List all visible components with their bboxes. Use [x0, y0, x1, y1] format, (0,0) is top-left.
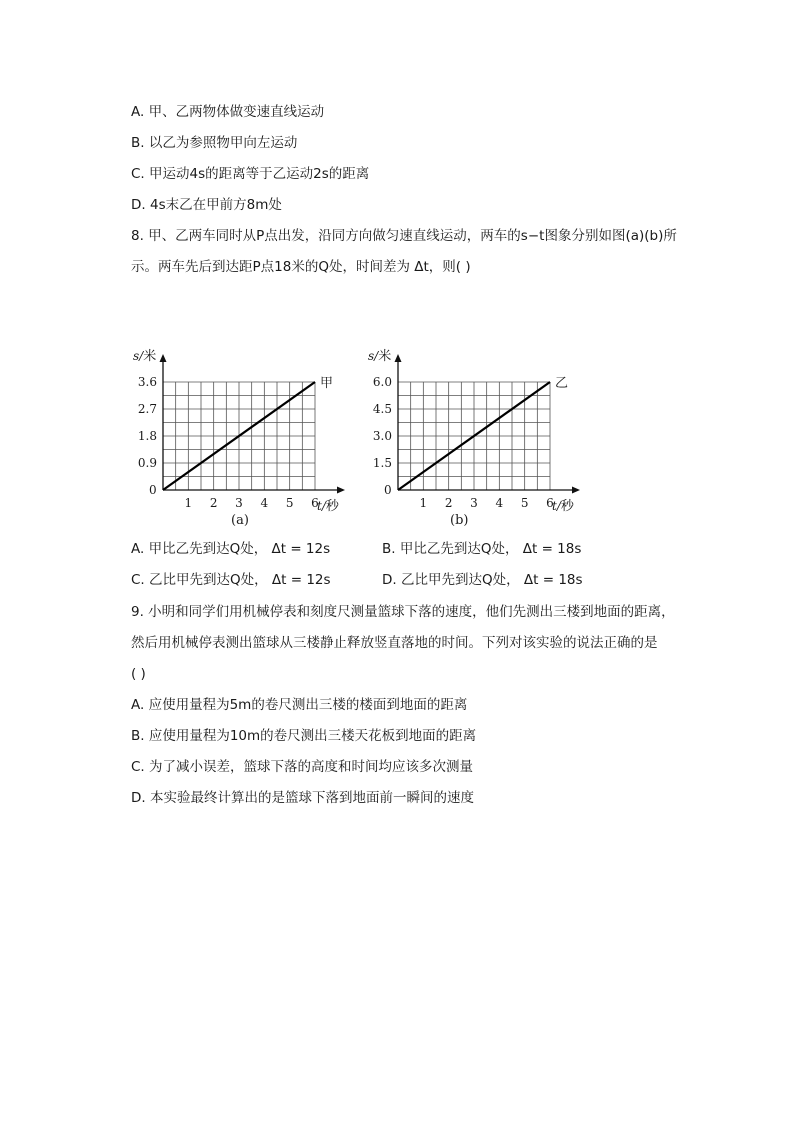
q9-stem-line1: 9. 小明和同学们用机械停表和刻度尺测量篮球下落的速度，他们先测出三楼到地面的距离， [131, 604, 675, 620]
q8-stem-line1: 8. 甲、乙两车同时从P点出发，沿同方向做匀速直线运动，两车的s−t图象分别如图(a)(b)所 [131, 228, 677, 244]
q9-option-b: B. 应使用量程为10m的卷尺测出三楼天花板到地面的距离 [131, 728, 477, 744]
chart-b-y-tick-label: 3.0 [372, 429, 392, 443]
chart-b-y-tick-label: 1.5 [372, 456, 392, 470]
chart-b-x-axis-arrow [572, 487, 580, 494]
q9-option-d: D. 本实验最终计算出的是篮球下落到地面前一瞬间的速度 [131, 790, 474, 806]
chart-a-y-axis-label: s/米 [133, 349, 157, 364]
chart-a-x-axis-arrow [337, 487, 345, 494]
q8-option-d: D. 乙比甲先到达Q处， Δt = 18s [382, 572, 583, 588]
q7-option-d: D. 4s末乙在甲前方8m处 [131, 197, 282, 213]
chart-b-y-axis-arrow [395, 354, 402, 362]
q7-option-c: C. 甲运动4s的距离等于乙运动2s的距离 [131, 166, 370, 182]
q9-option-a: A. 应使用量程为5m的卷尺测出三楼的楼面到地面的距离 [131, 697, 468, 713]
q8-option-a: A. 甲比乙先到达Q处， Δt = 12s [131, 541, 331, 557]
chart-a-x-tick-label: 3 [235, 496, 243, 510]
chart-b-x-tick-label: 4 [495, 496, 504, 510]
chart-a-caption: (a) [231, 513, 249, 528]
chart-b-y-tick-label: 4.5 [372, 402, 392, 416]
chart-b-x-tick-label: 6 [546, 496, 554, 510]
chart-a-origin-label: 0 [149, 483, 157, 497]
chart-b-y-axis-label: s/米 [368, 349, 392, 364]
chart-a-y-tick-label: 0.9 [137, 456, 157, 470]
q7-option-b: B. 以乙为参照物甲向左运动 [131, 135, 298, 151]
chart-a [120, 340, 360, 514]
chart-b-caption: (b) [450, 513, 469, 528]
chart-a-series-label: 甲 [320, 376, 334, 391]
q8-stem-line2: 示。两车先后到达距P点18米的Q处，时间差为 Δt，则( ) [131, 259, 471, 275]
q9-stem-line2: 然后用机械停表测出篮球从三楼静止释放竖直落地的时间。下列对该实验的说法正确的是 [131, 635, 658, 651]
chart-a-y-axis-arrow [160, 354, 167, 362]
chart-b-y-tick-label: 6.0 [372, 375, 392, 389]
chart-a-x-axis-label: t/秒 [317, 499, 339, 514]
chart-a-x-tick-label: 2 [209, 496, 218, 510]
q8-option-c: C. 乙比甲先到达Q处， Δt = 12s [131, 572, 331, 588]
q9-option-c: C. 为了减小误差，篮球下落的高度和时间均应该多次测量 [131, 759, 474, 775]
chart-b-x-tick-label: 1 [419, 496, 428, 510]
q8-option-b: B. 甲比乙先到达Q处， Δt = 18s [382, 541, 582, 557]
q9-stem-line3: ( ) [131, 666, 146, 682]
chart-a-x-tick-label: 5 [285, 496, 294, 510]
chart-a-x-tick-label: 1 [184, 496, 193, 510]
chart-b [355, 340, 595, 514]
chart-a-x-tick-label: 4 [260, 496, 269, 510]
chart-a-y-tick-label: 1.8 [137, 429, 157, 443]
chart-b-svg [355, 340, 595, 514]
chart-a-y-tick-label: 3.6 [137, 375, 157, 389]
q7-option-a: A. 甲、乙两物体做变速直线运动 [131, 104, 325, 120]
chart-b-x-tick-label: 2 [444, 496, 453, 510]
chart-b-x-axis-label: t/秒 [552, 499, 574, 514]
chart-b-series-label: 乙 [555, 376, 569, 391]
chart-a-y-tick-label: 2.7 [137, 402, 157, 416]
chart-b-origin-label: 0 [384, 483, 392, 497]
chart-a-svg [120, 340, 360, 514]
chart-b-x-tick-label: 5 [520, 496, 529, 510]
chart-a-x-tick-label: 6 [311, 496, 319, 510]
chart-b-x-tick-label: 3 [470, 496, 478, 510]
